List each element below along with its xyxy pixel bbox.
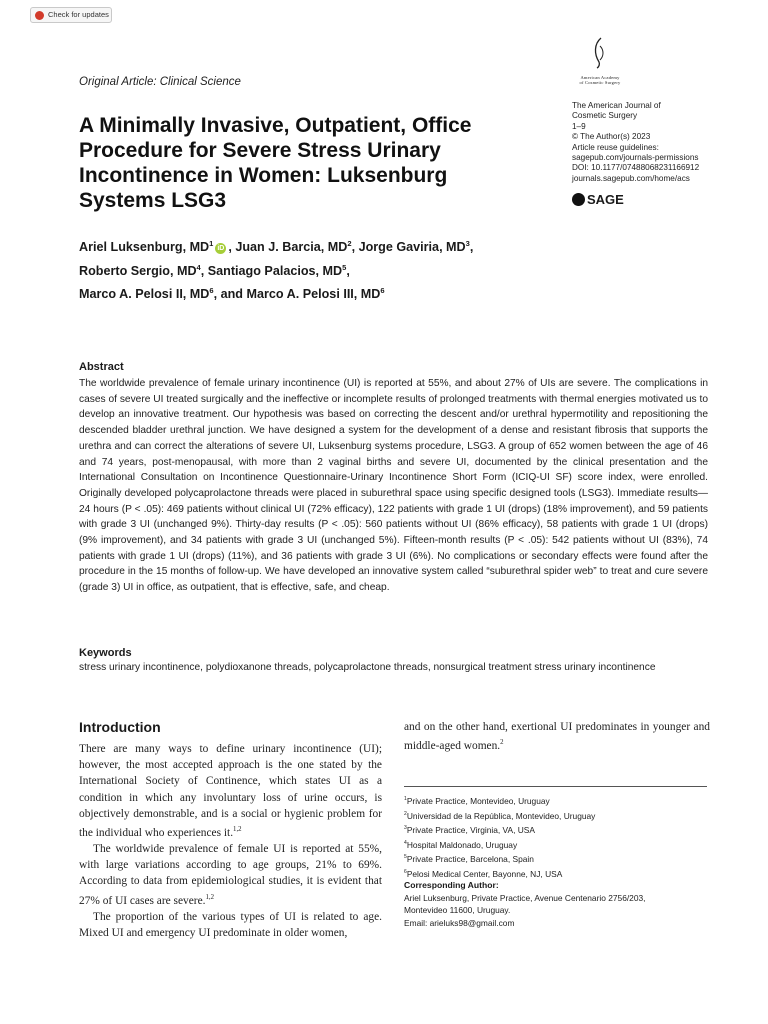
affiliation-item bbox=[404, 793, 595, 808]
affiliation-item bbox=[404, 808, 595, 823]
abstract-heading: Abstract bbox=[79, 361, 124, 373]
author-name[interactable]: Ariel Luksenburg, MD bbox=[79, 240, 210, 255]
aacs-logo-icon bbox=[590, 36, 610, 70]
article-title: A Minimally Invasive, Outpatient, Office Procedure for Severe Stress Urinary Incontinence in Women: Luksenburg Systems LSG3 bbox=[79, 114, 472, 212]
page-range: 1–9 bbox=[572, 121, 586, 131]
keywords-heading: Keywords bbox=[79, 647, 132, 659]
author-separator: , bbox=[346, 263, 350, 278]
author-affiliation-mark: 1 bbox=[209, 239, 214, 248]
affiliation-text: Private Practice, Virginia, VA, USA bbox=[406, 824, 535, 835]
journal-home-link[interactable]: journals.sagepub.com/home/acs bbox=[572, 173, 690, 183]
affiliation-item bbox=[404, 837, 595, 852]
introduction-heading: Introduction bbox=[79, 719, 161, 735]
intro-paragraph: There are many ways to define urinary incontinence (UI); however, the most accepted approach is the one stated by the International Society of Continence, which states UI as a condition in which any involuntary loss of urine occurs, is objectively demonstrable, and is a social or hygienic problem for the individual who experiences it.$^{1,2}$ bbox=[79, 743, 382, 839]
affiliation-item bbox=[404, 866, 595, 881]
abstract-text: The worldwide prevalence of female urinary incontinence (UI) is reported at 55%, and about 27% of UIs are severe. The complications in cases of severe UI treated surgically and the ineffective or incomplete results of prolonged treatments with thermal energies motivated us to develop an innovative treatment. Our hypothesis was based on correcting the descent and/or urethral hypermotility and repositioning the descended bladder urethral junction. We have designed a system for the development of a dense and resistant fibrosis that supports the urethra and can correct the alterations of severe UI, Luksenburg systems procedure, LSG3. A group of 652 women between the age of 46 and 74 years, post-menopausal, with more than 2 vaginal births and severe UI, documented by the clinical presentation and the International Consultation on Incontinence Questionnaire-Urinary Incontinence Short Form (ICIQ-UI SF) score index, were enrolled. Originally developed polycaprolactone threads were placed in suburethral space using specific designed tools (LSG3). Immediate results—24 hours (P < .05): 469 patients without clinical UI (72% efficacy), 122 patients with grade 1 UI (drops) (18% improvement), and 59 patients with grade 3 UI (unchanged 9%). Thirty-day results (P < .05): 560 patients without UI (86% efficacy), 58 patients with grade 1 UI (drops) (9% improvement), and 34 patients with grade 3 UI (unchanged 5%). Fifteen-month results (P < .05): 542 patients without UI (83%), 74 patients with grade 1 UI (drops) (11%), and 36 patients with grade 3 UI (6%). No complications or secondary effects were found after the procedure in the 15 months of follow-up. We have developed an innovative system called “suburethral spider web” to treat and cure severe (grade 3) UI in office, as outpatient, that is effective, safe, and cheap. bbox=[79, 378, 708, 594]
author-affiliation-mark: 3 bbox=[465, 239, 470, 248]
author-name[interactable]: Santiago Palacios, MD bbox=[207, 263, 343, 278]
affiliation-text: Universidad de la República, Montevideo, Uruguay bbox=[406, 810, 596, 821]
author-separator: , bbox=[228, 240, 236, 255]
sage-logo bbox=[572, 192, 624, 207]
sage-mark-icon bbox=[572, 193, 585, 206]
check-for-updates-button[interactable] bbox=[30, 7, 112, 23]
author-name[interactable]: Jorge Gaviria, MD bbox=[358, 240, 466, 255]
journal-name-line-2: Cosmetic Surgery bbox=[572, 111, 638, 121]
author-name[interactable]: Juan J. Barcia, MD bbox=[235, 240, 348, 255]
affiliation-number: 4 bbox=[404, 839, 407, 846]
intro-paragraph: The proportion of the various types of UI is related to age. Mixed UI and emergency UI predominate in older women, bbox=[79, 910, 382, 939]
author-name[interactable]: Roberto Sergio, MD bbox=[79, 263, 197, 278]
affiliation-number: 1 bbox=[404, 796, 407, 802]
journal-name-line-1: The American Journal of bbox=[572, 101, 661, 110]
article-type: Original Article: Clinical Science bbox=[79, 76, 241, 88]
journal-logo bbox=[570, 36, 630, 85]
author-affiliation-mark: 2 bbox=[347, 239, 352, 248]
logo-wordmark-line-2: of Cosmetic Surgery bbox=[579, 80, 621, 85]
copyright: © The Author(s) 2023 bbox=[572, 132, 651, 142]
affiliation-number: 6 bbox=[404, 868, 407, 875]
corresponding-email[interactable]: Email: arieluks98@gmail.com bbox=[404, 917, 515, 928]
affiliation-item bbox=[404, 851, 595, 866]
check-for-updates-label: Check for updates bbox=[48, 10, 109, 19]
corresponding-author-details bbox=[404, 892, 645, 929]
introduction-column-2: and on the other hand, exertional UI predominates in younger and middle-aged women.$^2$ bbox=[404, 721, 710, 752]
intro-paragraph: The worldwide prevalence of female UI is reported at 55%, with large variations according to age groups, 21% to 69%. According to data from epidemiological studies, it is evident that 27% of UI cases are severe.$^{1,2}$ bbox=[79, 843, 382, 907]
author-affiliation-mark: 5 bbox=[342, 262, 347, 272]
doi[interactable]: DOI: 10.1177/07488068231166912 bbox=[572, 163, 700, 173]
affiliation-item bbox=[404, 822, 595, 837]
author-list bbox=[79, 234, 679, 305]
affiliation-text: Pelosi Medical Center, Bayonne, NJ, USA bbox=[406, 868, 563, 879]
permissions-link[interactable]: sagepub.com/journals-permissions bbox=[572, 153, 699, 163]
publisher-name: SAGE bbox=[587, 192, 624, 207]
author-separator: , and bbox=[213, 287, 247, 302]
author-name[interactable]: Marco A. Pelosi III, MD bbox=[246, 287, 381, 302]
author-name[interactable]: Marco A. Pelosi II, MD bbox=[79, 287, 210, 302]
affiliation-number: 2 bbox=[404, 810, 407, 817]
author-separator: , bbox=[469, 240, 474, 255]
journal-info bbox=[572, 101, 699, 184]
footnote-divider bbox=[404, 786, 707, 787]
affiliations-list bbox=[404, 793, 595, 881]
corresponding-author-heading: Corresponding Author: bbox=[404, 880, 499, 890]
affiliation-text: Hospital Maldonado, Uruguay bbox=[406, 839, 518, 850]
author-separator: , bbox=[351, 240, 359, 255]
author-affiliation-mark: 6 bbox=[380, 286, 385, 296]
corresponding-name-address: Ariel Luksenburg, Private Practice, Avenue Centenario 2756/203, bbox=[404, 893, 646, 903]
affiliation-number: 3 bbox=[404, 825, 407, 832]
logo-wordmark-line-1: American Academy bbox=[580, 75, 620, 80]
citation[interactable]: 2 bbox=[500, 739, 504, 747]
author-affiliation-mark: 6 bbox=[209, 286, 214, 296]
update-badge-icon bbox=[35, 11, 44, 20]
affiliation-number: 5 bbox=[404, 854, 407, 861]
author-separator: , bbox=[200, 263, 208, 278]
author-affiliation-mark: 4 bbox=[196, 262, 201, 272]
reuse-label: Article reuse guidelines: bbox=[572, 142, 659, 152]
affiliation-text: Private Practice, Montevideo, Uruguay bbox=[406, 795, 550, 806]
introduction-column-1 bbox=[79, 741, 382, 941]
corresponding-city: Montevideo 11600, Uruguay. bbox=[404, 905, 511, 916]
citation[interactable]: 1,2 bbox=[233, 826, 242, 834]
citation[interactable]: 1,2 bbox=[205, 893, 215, 901]
keywords-text: stress urinary incontinence, polydioxanone threads, polycaprolactone threads, nonsurgical treatment stress urinary incontinence bbox=[79, 662, 656, 673]
affiliation-text: Private Practice, Barcelona, Spain bbox=[406, 854, 534, 865]
orcid-icon[interactable]: iD bbox=[217, 245, 225, 253]
